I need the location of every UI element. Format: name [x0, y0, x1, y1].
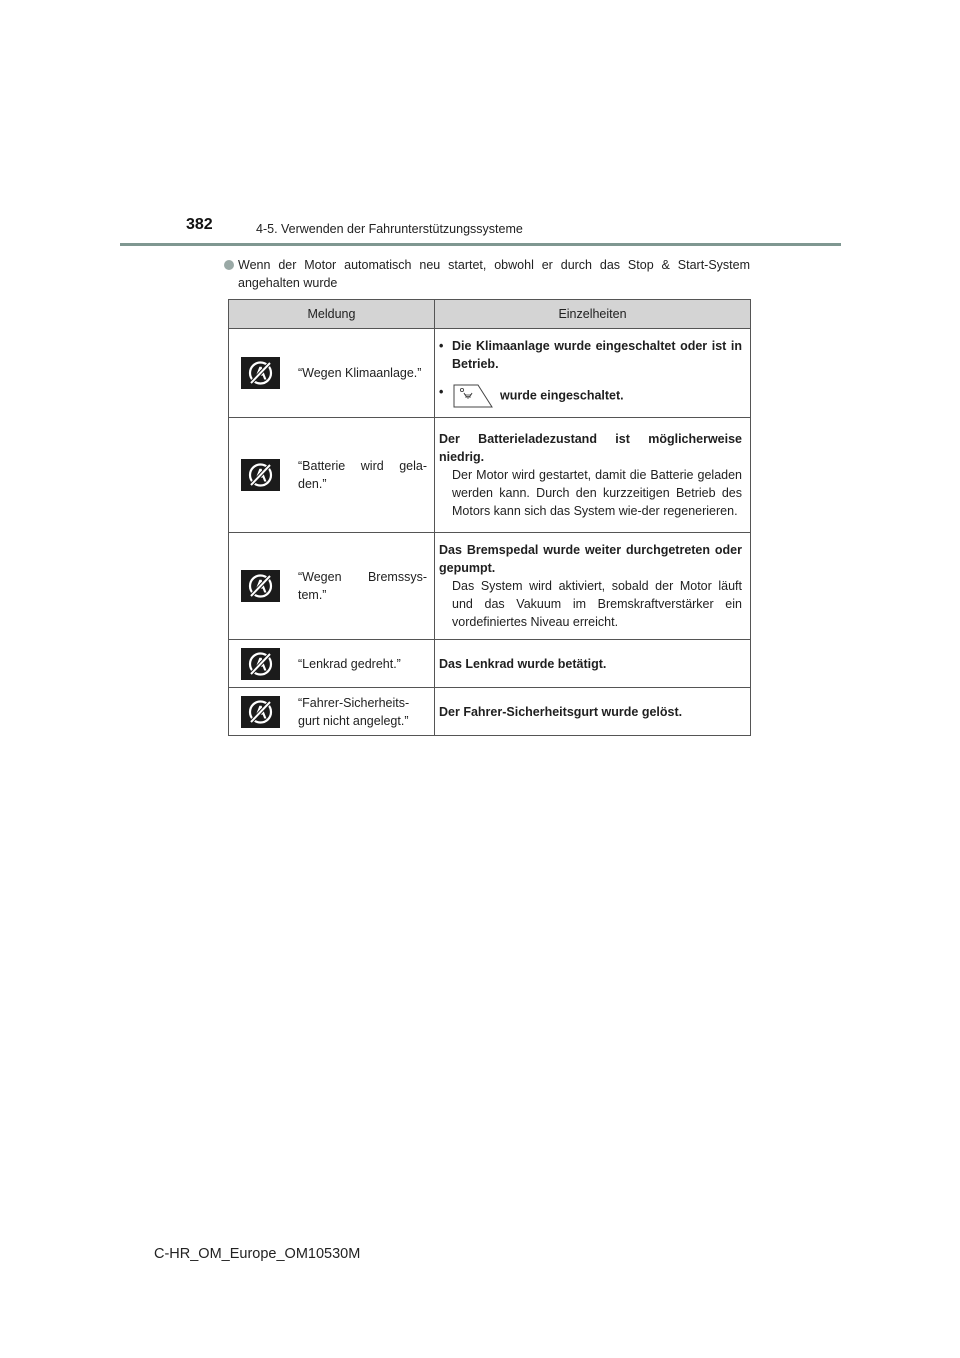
header-einzelheiten: Einzelheiten — [435, 300, 751, 329]
detail-heading: Das Bremspedal wurde weiter durchgetreten oder gepumpt. — [439, 543, 742, 575]
table-row — [229, 688, 751, 736]
detail-text: Das System wird aktiviert, sobald der Motor läuft und das Vakuum im Bremskraftverstärker ein vordefiniertes Niveau erreicht. — [452, 579, 742, 629]
header-meldung: Meldung — [229, 300, 435, 329]
intro-text: Wenn der Motor automatisch neu startet, obwohl er durch das Stop & Start-System angehalten wurde — [238, 258, 750, 290]
message-text: “Wegen Bremssys-tem.” — [298, 570, 427, 602]
stop-start-off-icon — [241, 459, 280, 491]
defogger-switch-icon — [452, 383, 494, 409]
detail-cell — [435, 418, 751, 533]
page-number: 382 — [186, 216, 213, 233]
list-item: • Die Klimaanlage wurde eingeschaltet oder ist in Betrieb. — [439, 339, 742, 371]
detail-heading: Das Lenkrad wurde betätigt. — [439, 656, 607, 671]
message-cell — [229, 688, 435, 736]
message-cell — [229, 533, 435, 640]
detail-heading: Der Fahrer-Sicherheitsgurt wurde gelöst. — [439, 704, 683, 719]
table-row — [229, 640, 751, 688]
stop-start-off-icon — [241, 696, 280, 728]
list-item: • wurde eingeschaltet. — [439, 383, 742, 409]
message-cell — [229, 640, 435, 688]
message-text: “Fahrer-Sicherheits-gurt nicht angelegt.” — [298, 695, 410, 728]
document-code: C-HR_OM_Europe_OM10530M — [154, 1246, 361, 1262]
table-row — [229, 418, 751, 533]
detail-text: Der Motor wird gestartet, damit die Batterie geladen werden kann. Durch den kurzzeitigen Betrieb des Motors kann sich das System wie-der regenerieren. — [452, 468, 742, 518]
message-cell — [229, 329, 435, 418]
header-rule — [120, 243, 841, 246]
stop-start-off-icon — [241, 648, 280, 680]
stop-start-off-icon — [241, 357, 280, 389]
message-text: “Batterie wird gela-den.” — [298, 459, 427, 491]
intro-paragraph — [224, 256, 750, 292]
section-title: 4-5. Verwenden der Fahrunterstützungssysteme — [256, 222, 523, 236]
message-table — [228, 299, 751, 736]
detail-bullet-text: wurde eingeschaltet. — [500, 388, 624, 403]
message-text: “Wegen Klimaanlage.” — [298, 366, 422, 380]
detail-bullet-text: Die Klimaanlage wurde eingeschaltet oder ist in Betrieb. — [452, 339, 742, 371]
bullet-icon — [224, 260, 234, 270]
detail-cell — [435, 533, 751, 640]
table-row — [229, 533, 751, 640]
detail-heading: Der Batterieladezustand ist möglicherweise niedrig. — [439, 432, 742, 464]
detail-cell — [435, 329, 751, 418]
stop-start-off-icon — [241, 570, 280, 602]
detail-cell — [435, 688, 751, 736]
table-row — [229, 329, 751, 418]
message-cell — [229, 418, 435, 533]
message-text: “Lenkrad gedreht.” — [298, 656, 401, 671]
detail-cell — [435, 640, 751, 688]
